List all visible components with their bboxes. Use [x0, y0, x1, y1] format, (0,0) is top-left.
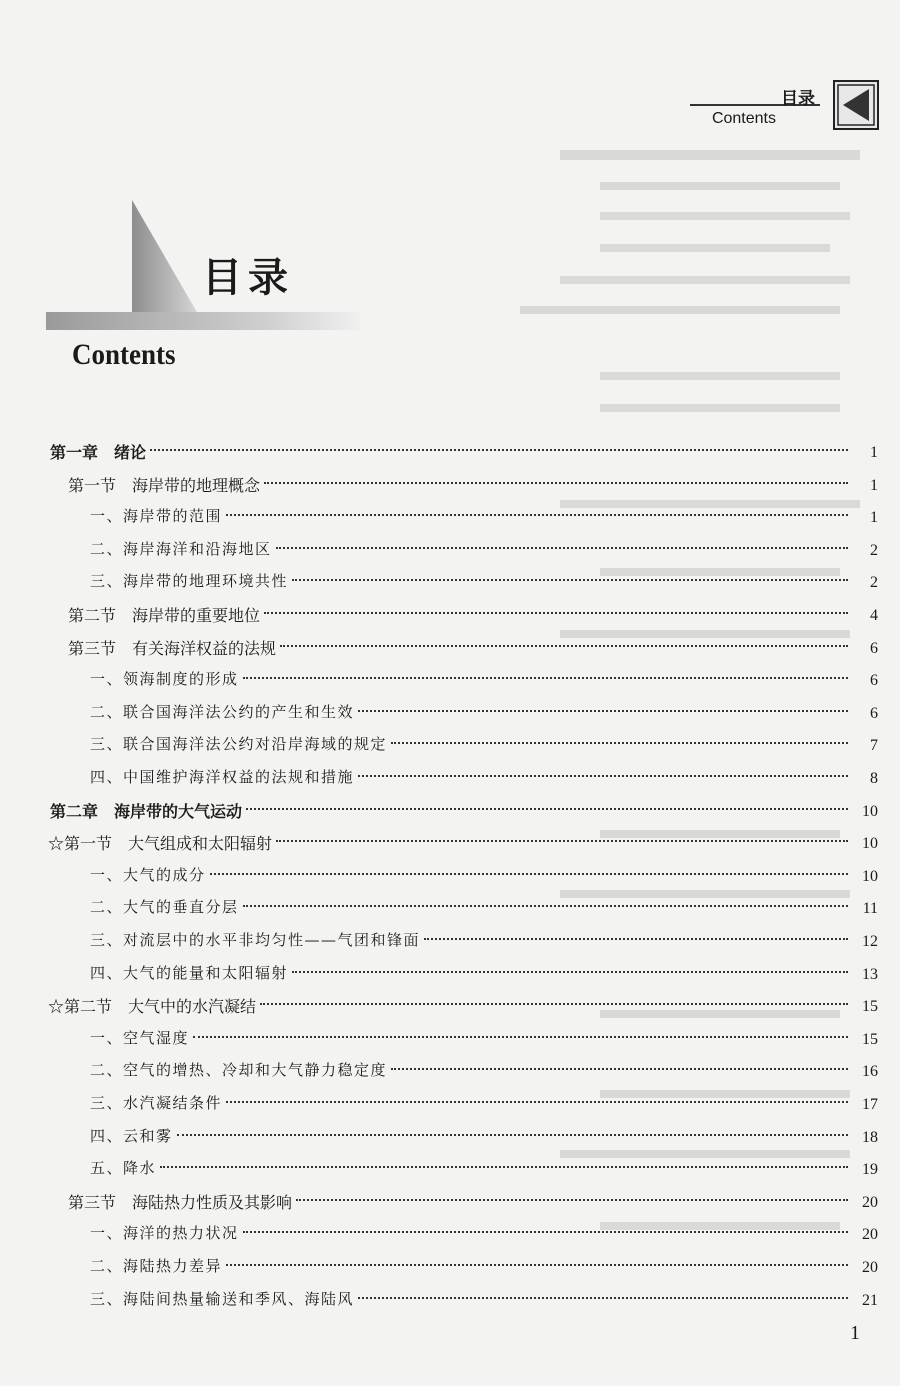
toc-entry[interactable] [0, 894, 900, 924]
toc-entry-label: 四、大气的能量和太阳辐射 [90, 963, 289, 982]
toc-entry-page: 1 [870, 509, 878, 527]
toc-entry[interactable] [0, 699, 900, 729]
toc-leader-dots [424, 934, 848, 940]
toc-leader-dots [226, 1097, 848, 1103]
toc-entry[interactable] [0, 568, 900, 598]
toc-entry[interactable] [0, 1025, 900, 1055]
toc-entry-page: 7 [870, 737, 878, 755]
toc-entry-page: 17 [862, 1096, 878, 1113]
toc-entry-label: 第三节 有关海洋权益的法规 [68, 638, 277, 658]
toc-entry-label: 第一章 绪论 [50, 443, 147, 462]
toc-leader-dots [264, 478, 848, 484]
toc-entry[interactable] [0, 438, 900, 468]
toc-entry[interactable] [0, 829, 900, 859]
toc-entry-label: 四、云和雾 [90, 1126, 173, 1145]
toc-entry[interactable] [0, 764, 900, 794]
toc-entry[interactable] [0, 927, 900, 957]
toc-entry-label: 三、海岸带的地理环境共性 [90, 572, 289, 591]
toc-entry[interactable] [0, 666, 900, 696]
toc-entry-page: 15 [862, 998, 878, 1016]
toc-entry[interactable] [0, 601, 900, 631]
toc-leader-dots [280, 641, 848, 647]
toc-entry-label: 一、大气的成分 [90, 865, 206, 884]
toc-leader-dots [358, 1293, 848, 1299]
toc-entry[interactable] [0, 471, 900, 501]
toc-entry-label: ☆第一节 大气组成和太阳辐射 [48, 834, 273, 854]
toc-entry[interactable] [0, 1286, 900, 1316]
toc-entry-label: 二、大气的垂直分层 [90, 898, 239, 917]
toc-entry-label: 五、降水 [90, 1159, 157, 1178]
toc-leader-dots [264, 608, 848, 614]
toc-entry-label: 三、海陆间热量输送和季风、海陆风 [90, 1289, 355, 1308]
toc-entry-label: 一、领海制度的形成 [90, 670, 239, 689]
toc-leader-dots [276, 836, 848, 842]
toc-entry-page: 21 [862, 1291, 878, 1309]
toc-entry[interactable] [0, 503, 900, 533]
toc-leader-dots [160, 1162, 848, 1168]
toc-entry-label: 三、对流层中的水平非均匀性——气团和锋面 [90, 931, 421, 949]
toc-entry-page: 10 [862, 867, 878, 885]
toc-leader-dots [296, 1195, 848, 1201]
toc-entry-page: 11 [862, 900, 878, 918]
toc-entry[interactable] [0, 634, 900, 664]
toc-entry-label: 第二节 海岸带的重要地位 [68, 606, 261, 625]
toc-entry-page: 6 [870, 704, 878, 722]
toc-leader-dots [358, 706, 848, 712]
toc-entry[interactable] [0, 960, 900, 990]
toc-entry-label: 一、海岸带的范围 [90, 507, 223, 526]
heading-wedge-graphic [40, 196, 360, 346]
toc-leader-dots [246, 804, 848, 810]
toc-entry-page: 15 [862, 1030, 878, 1048]
toc-entry-page: 12 [862, 933, 878, 950]
toc-leader-dots [292, 967, 848, 973]
toc-entry-label: 二、海岸海洋和沿海地区 [90, 539, 272, 558]
toc-leader-dots [292, 575, 848, 581]
toc-entry-page: 6 [870, 639, 878, 657]
toc-leader-dots [210, 869, 848, 875]
toc-leader-dots [391, 1064, 848, 1070]
toc-entry[interactable] [0, 536, 900, 566]
toc-entry-page: 13 [862, 965, 878, 983]
toc-entry[interactable] [0, 1220, 900, 1250]
toc-entry-page: 1 [870, 444, 878, 461]
toc-entry-page: 6 [870, 672, 878, 690]
toc-entry-label: 第一节 海岸带的地理概念 [68, 475, 261, 495]
toc-entry[interactable] [0, 1155, 900, 1185]
page-number: 1 [850, 1322, 860, 1344]
toc-entry-page: 20 [862, 1226, 878, 1244]
toc-leader-dots [226, 1260, 848, 1266]
toc-entry-page: 8 [870, 770, 878, 787]
toc-entry[interactable] [0, 992, 900, 1022]
page-title: 目录 [202, 255, 294, 301]
toc-entry-label: 三、水汽凝结条件 [90, 1094, 223, 1112]
toc-entry[interactable] [0, 862, 900, 892]
toc-entry-page: 18 [862, 1128, 878, 1146]
toc-entry[interactable] [0, 1090, 900, 1120]
toc-leader-dots [243, 673, 848, 679]
toc-leader-dots [193, 1032, 848, 1038]
toc-entry-label: 二、海陆热力差异 [90, 1257, 223, 1275]
toc-entry[interactable] [0, 797, 900, 827]
toc-entry-label: ☆第二节 大气中的水汽凝结 [48, 997, 257, 1017]
toc-entry-label: 二、空气的增热、冷却和大气静力稳定度 [90, 1061, 388, 1080]
toc-leader-dots [226, 510, 848, 516]
toc-entry-label: 三、联合国海洋法公约对沿岸海域的规定 [90, 735, 388, 754]
toc-leader-dots [391, 738, 848, 744]
toc-entry[interactable] [0, 731, 900, 761]
toc-leader-dots [260, 999, 848, 1005]
toc-entry[interactable] [0, 1057, 900, 1087]
toc-entry-page: 10 [862, 802, 878, 820]
toc-entry-label: 第二章 海岸带的大气运动 [50, 801, 243, 821]
toc-entry-page: 19 [862, 1161, 878, 1179]
toc-entry-page: 4 [870, 607, 878, 624]
toc-entry[interactable] [0, 1123, 900, 1153]
toc-entry-page: 2 [870, 541, 878, 559]
toc-leader-dots [243, 1227, 848, 1233]
toc-entry[interactable] [0, 1188, 900, 1218]
toc-entry-label: 一、空气湿度 [90, 1028, 190, 1047]
toc-entry-label: 二、联合国海洋法公约的产生和生效 [90, 702, 355, 721]
triangle-tab-icon [833, 80, 879, 130]
toc-leader-dots [177, 1130, 848, 1136]
toc-leader-dots [150, 445, 848, 451]
toc-entry-page: 10 [862, 835, 878, 853]
contents-subtitle: Contents [72, 338, 176, 371]
toc-entry[interactable] [0, 1253, 900, 1283]
header-title: 目录 [781, 89, 815, 109]
toc-entry-label: 一、海洋的热力状况 [90, 1224, 239, 1243]
toc-entry-page: 20 [862, 1193, 878, 1211]
toc-leader-dots [276, 543, 848, 549]
header-subtitle: Contents [711, 110, 776, 127]
toc-leader-dots [243, 901, 848, 907]
toc-entry-page: 1 [870, 476, 878, 494]
toc-entry-page: 16 [862, 1063, 878, 1081]
toc-leader-dots [358, 771, 848, 777]
toc-entry-page: 2 [870, 574, 878, 592]
toc-entry-page: 20 [862, 1259, 878, 1276]
toc-entry-label: 第三节 海陆热力性质及其影响 [68, 1192, 293, 1212]
toc-entry-label: 四、中国维护海洋权益的法规和措施 [90, 768, 355, 786]
